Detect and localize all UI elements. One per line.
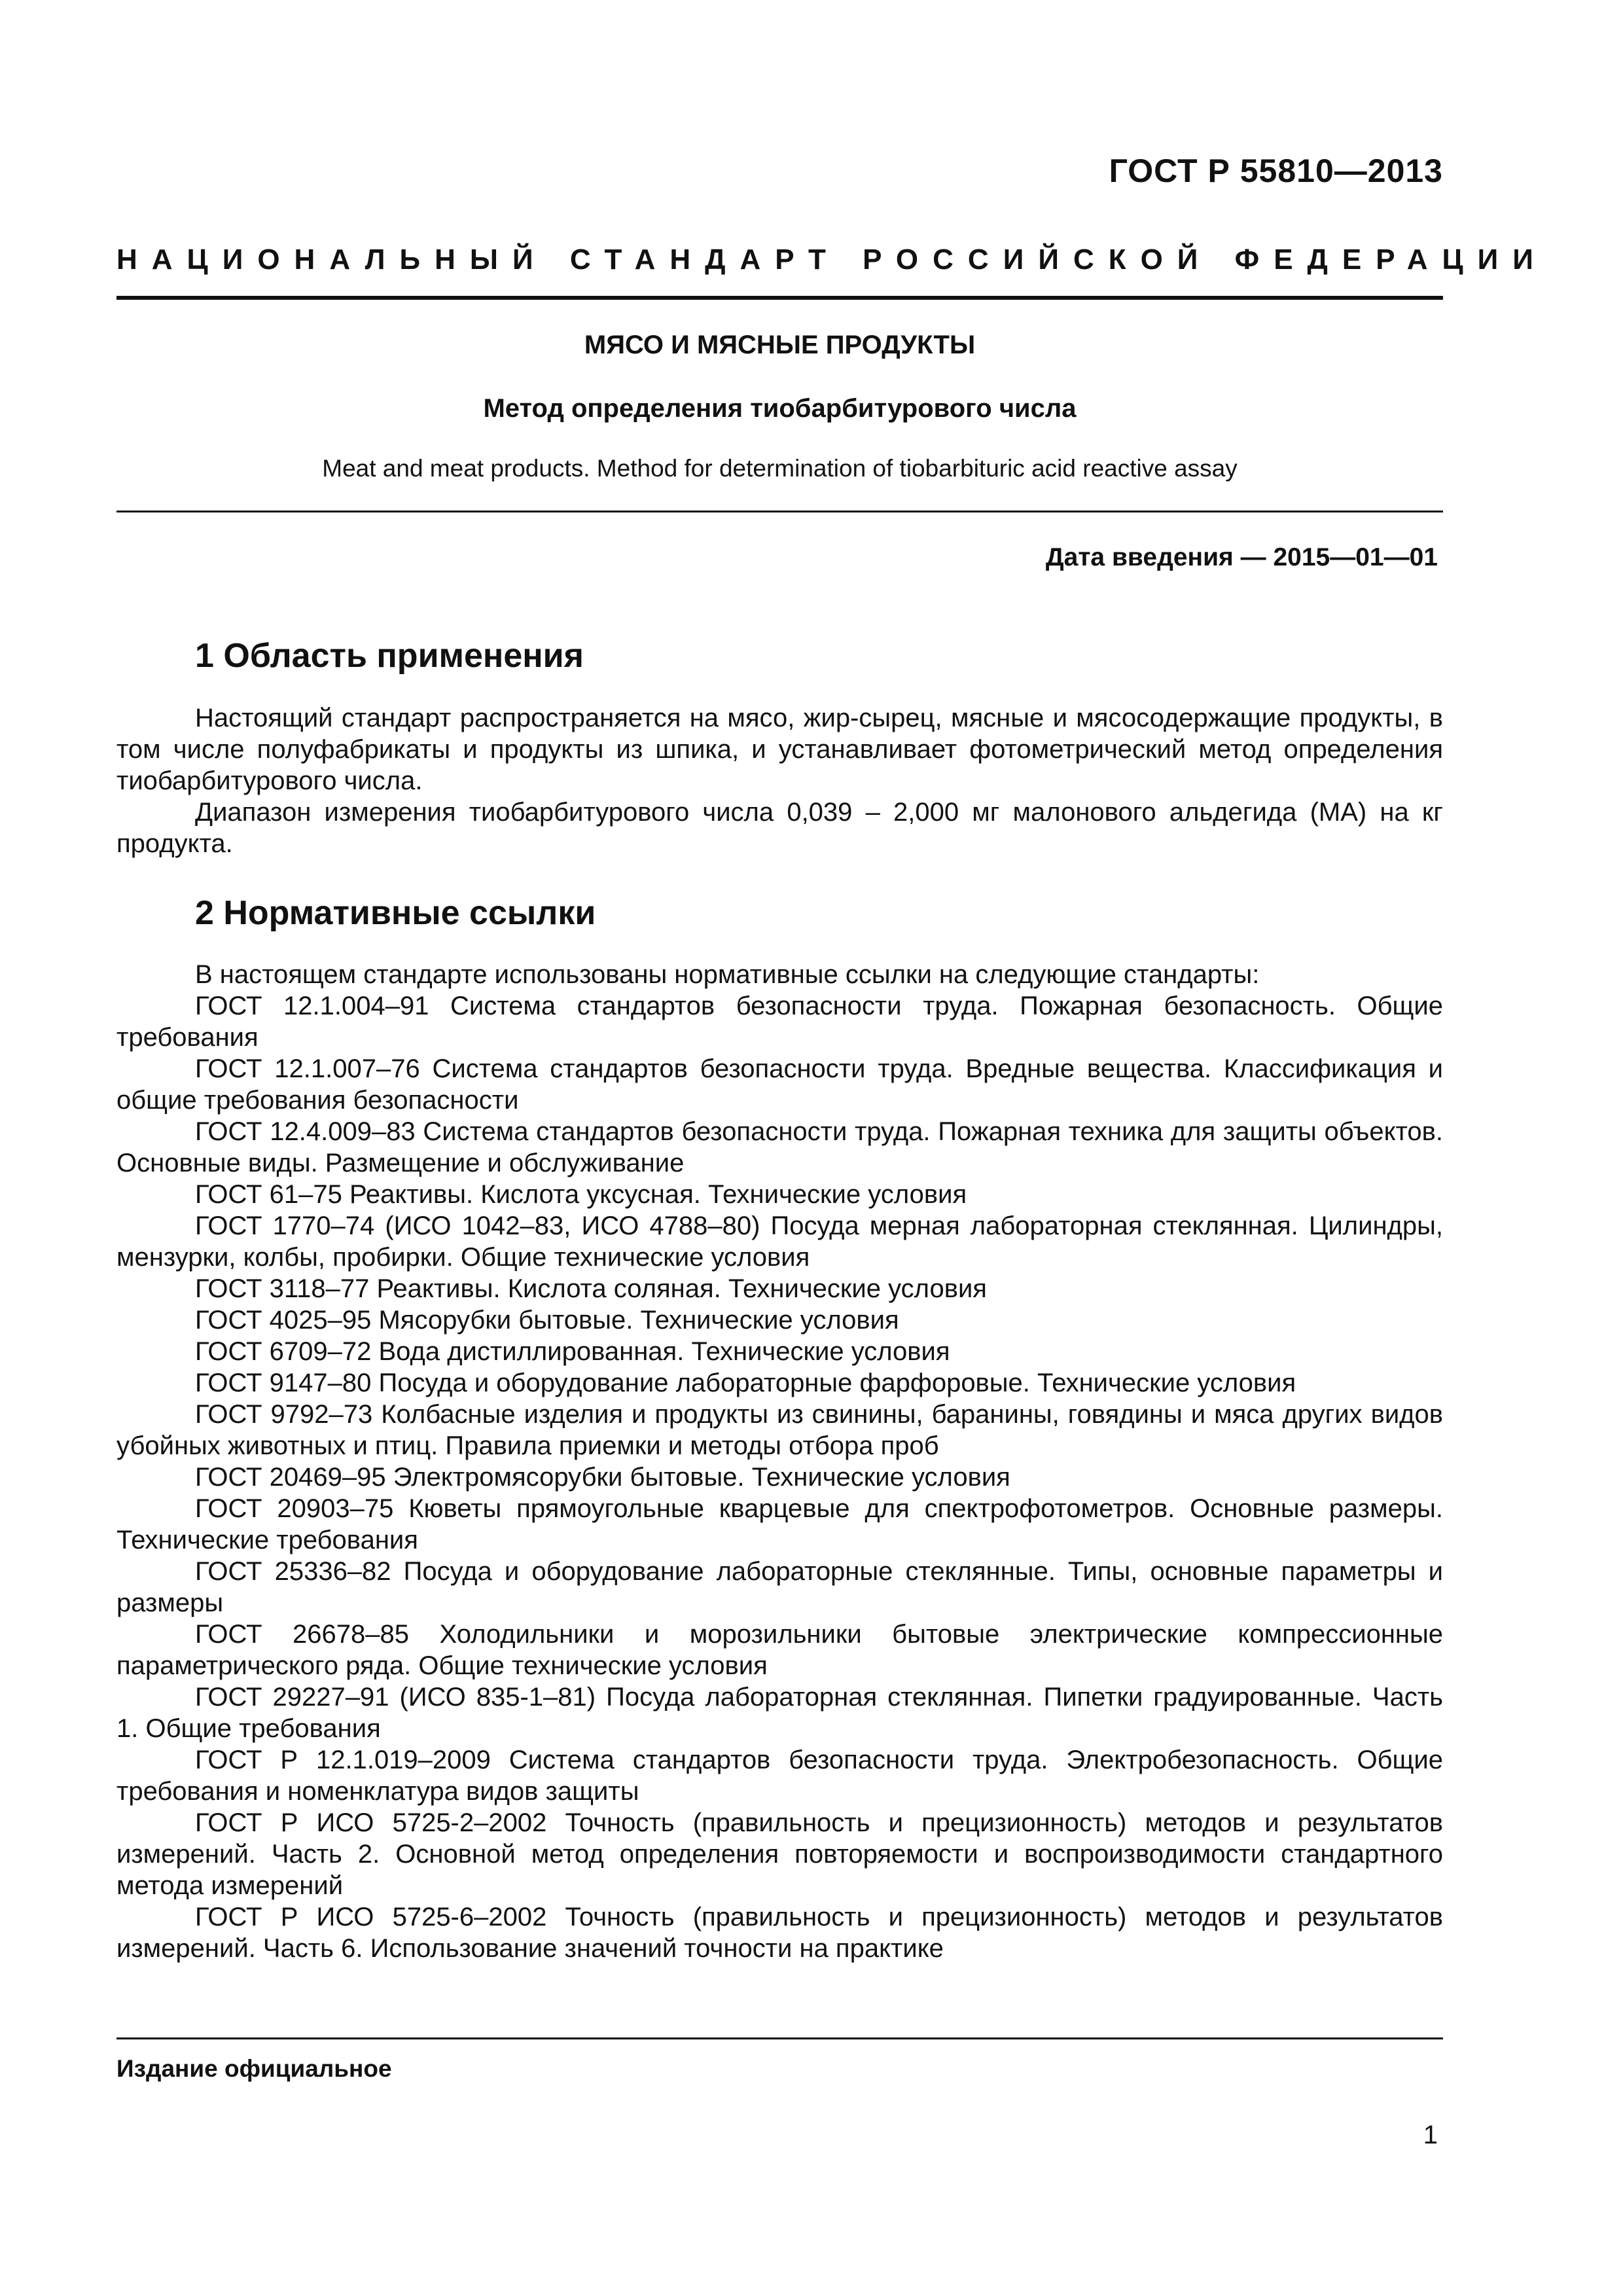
reference-item: ГОСТ 20903–75 Кюветы прямоугольные кварцевые для спектрофотометров. Основные размеры. Технические требования [116,1494,1443,1554]
reference-item: ГОСТ 3118–77 Реактивы. Кислота соляная. Технические условия [195,1274,987,1303]
document-title: МЯСО И МЯСНЫЕ ПРОДУКТЫ [584,331,976,359]
paragraph: В настоящем стандарте использованы нормативные ссылки на следующие стандарты: [195,960,1260,989]
section-heading-scope: 1 Область применения [195,637,584,675]
paragraph: Диапазон измерения тиобарбитурового числа 0,039 – 2,000 мг малонового альдегида (МА) на кг продукта. [116,798,1443,858]
document-title-english: Meat and meat products. Method for determination of tiobarbituric acid reactive assay [322,455,1238,482]
reference-item: ГОСТ 9147–80 Посуда и оборудование лабораторные фарфоровые. Технические условия [195,1369,1296,1397]
reference-item: ГОСТ 1770–74 (ИСО 1042–83, ИСО 4788–80) Посуда мерная лабораторная стеклянная. Цилиндры, мензурки, колбы, пробирки. Общие технические условия [116,1211,1443,1272]
section-heading-normative-references: 2 Нормативные ссылки [195,894,596,932]
reference-item: ГОСТ 61–75 Реактивы. Кислота уксусная. Технические условия [195,1180,967,1209]
reference-item: ГОСТ 4025–95 Мясорубки бытовые. Технические условия [195,1306,899,1335]
reference-item: ГОСТ 9792–73 Колбасные изделия и продукты из свинины, баранины, говядины и мяса других видов убойных животных и птиц. Правила приемки и методы отбора проб [116,1400,1443,1460]
national-standard-banner: НАЦИОНАЛЬНЫЙ СТАНДАРТ РОССИЙСКОЙ ФЕДЕРАЦИИ [116,243,1548,276]
paragraph: Настоящий стандарт распространяется на мясо, жир-сырец, мясные и мясосодержащие продукты, в том числе полуфабрикаты и продукты из шпика, и устанавливает фотометрический метод определения тиобарбитурового числа. [116,704,1443,795]
reference-item: ГОСТ 25336–82 Посуда и оборудование лабораторные стеклянные. Типы, основные параметры и размеры [116,1557,1443,1617]
footer-divider [116,2037,1443,2039]
reference-item: ГОСТ 12.4.009–83 Система стандартов безопасности труда. Пожарная техника для защиты объектов. Основные виды. Размещение и обслуживание [116,1117,1443,1177]
edition-note: Издание официальное [116,2055,392,2082]
document-code: ГОСТ Р 55810—2013 [1109,152,1443,189]
header-divider [116,296,1443,300]
reference-item: ГОСТ Р ИСО 5725-6–2002 Точность (правильность и прецизионность) методов и результатов измерений. Часть 6. Использование значений точности на практике [116,1903,1443,1963]
reference-item: ГОСТ 29227–91 (ИСО 835-1–81) Посуда лабораторная стеклянная. Пипетки градуированные. Часть 1. Общие требования [116,1683,1443,1743]
section-body-normative-references [116,959,1443,1964]
page-number: 1 [1423,2121,1438,2149]
reference-item: ГОСТ 20469–95 Электромясорубки бытовые. Технические условия [195,1463,1010,1492]
title-divider [116,511,1443,512]
reference-item: ГОСТ 12.1.007–76 Система стандартов безопасности труда. Вредные вещества. Классификация и общие требования безопасности [116,1054,1443,1115]
reference-item: ГОСТ 6709–72 Вода дистиллированная. Технические условия [195,1337,950,1366]
section-body-scope [116,702,1443,859]
reference-item: ГОСТ 26678–85 Холодильники и морозильники бытовые электрические компрессионные параметрического ряда. Общие технические условия [116,1620,1443,1680]
reference-item: ГОСТ 12.1.004–91 Система стандартов безопасности труда. Пожарная безопасность. Общие требования [116,992,1443,1052]
introduction-date: Дата введения — 2015—01—01 [1045,543,1438,571]
reference-item: ГОСТ Р ИСО 5725-2–2002 Точность (правильность и прецизионность) методов и результатов измерений. Часть 2. Основной метод определения повторяемости и воспроизводимости стандартного метода измерений [116,1808,1443,1900]
reference-item: ГОСТ Р 12.1.019–2009 Система стандартов безопасности труда. Электробезопасность. Общие требования и номенклатура видов защиты [116,1746,1443,1806]
document-subtitle: Метод определения тиобарбитурового числа [483,394,1077,423]
